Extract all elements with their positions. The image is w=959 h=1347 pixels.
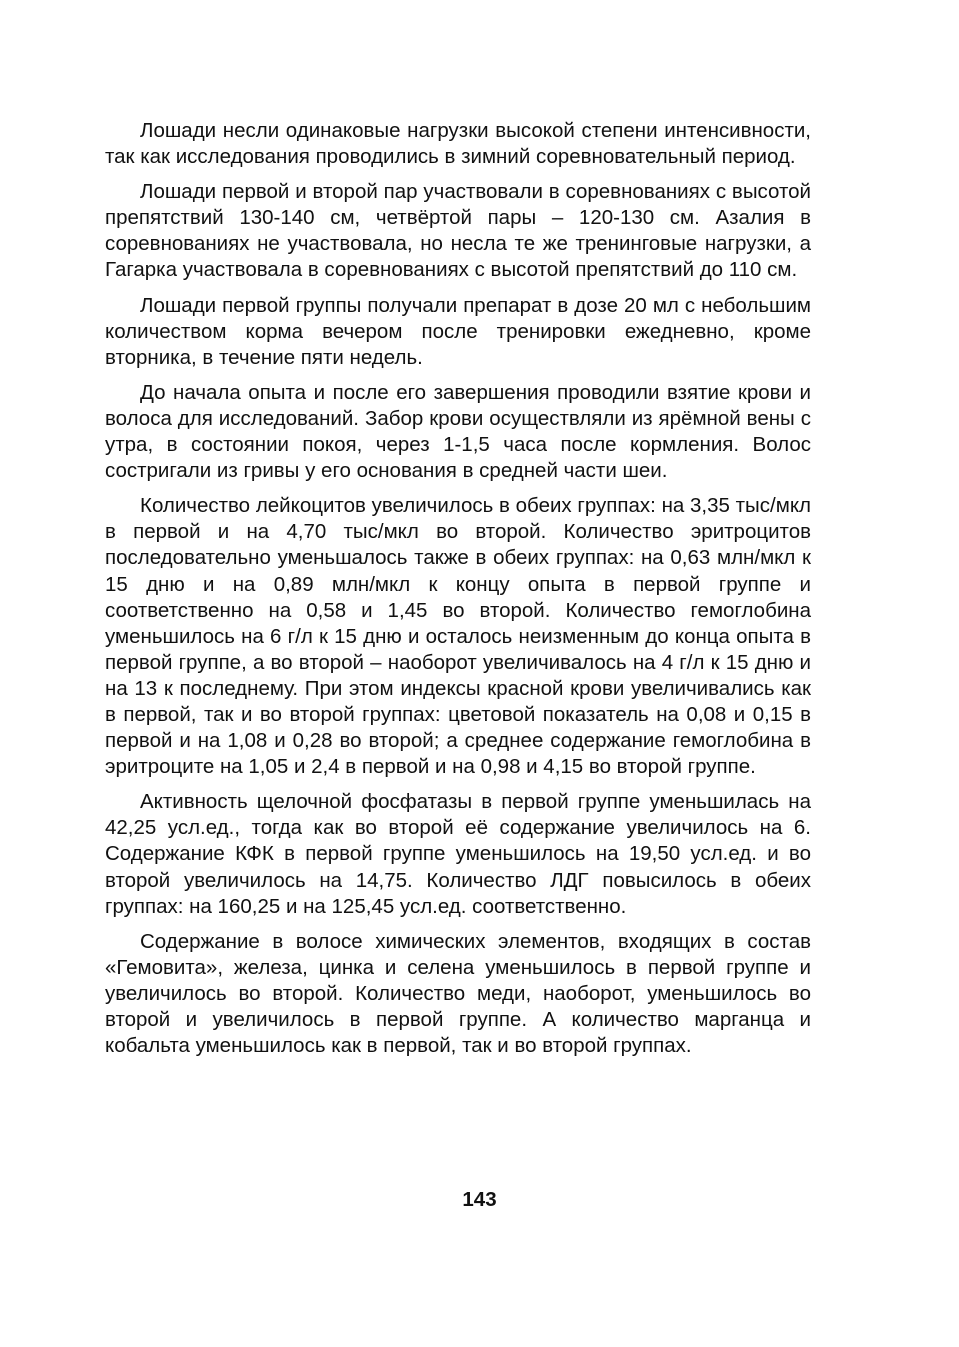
paragraph-blood-results: Количество лейкоцитов увеличилось в обеих группах: на 3,35 тыс/мкл в первой и на 4,70 тыс/мкл во второй. Количество эритроцитов последовательно уменьшалось также в обеих группах: на 0,63 млн/мкл к 15 дню и на 0,89 млн/мкл к концу опыта в первой группе и соответственно на 0,58 и 1,45 во второй. Количество гемоглобина уменьшилось на 6 г/л к 15 дню и осталось неизменным до конца опыта в первой группе, а во второй – наоборот увеличивалось на 4 г/л к 15 дню и на 13 к последнему. При этом индексы красной крови увеличивались как в первой, так и во второй группах: цветовой показатель на 0,08 и 0,15 в первой и на 1,08 и 0,28 во второй; а среднее содержание гемоглобина в эритроците на 1,05 и 2,4 в первой и на 0,98 и 4,15 во второй группе.	[105, 494, 811, 779]
paragraph-competitions: Лошади первой и второй пар участвовали в соревнованиях с высотой препятствий 130-140 см, четвёртой пары – 120-130 см. Азалия в соревнованиях не участвовала, но несла те же тренинговые нагрузки, а Гагарка участвовала в соревнованиях с высотой препятствий до 110 см.	[105, 180, 811, 282]
paragraph-dosage: Лошади первой группы получали препарат в дозе 20 мл с небольшим количеством корма вечером после тренировки ежедневно, кроме вторника, в течение пяти недель.	[105, 293, 811, 369]
page-body	[105, 118, 811, 1068]
paragraph-sampling: До начала опыта и после его завершения проводили взятие крови и волоса для исследований. Забор крови осуществляли из ярёмной вены с утра, в состоянии покоя, через 1-1,5 часа после кормления. Волос состригали из гривы у его основания в средней части шеи.	[105, 380, 811, 483]
page-number: 143	[462, 1188, 497, 1211]
paragraph-hair-elements: Содержание в волосе химических элементов, входящих в состав «Гемовита», железа, цинка и селена уменьшилось в первой группе и увеличилось во второй. Количество меди, наоборот, уменьшилось во второй и увеличилось в первой группе. А количество марганца и кобальта уменьшилось как в первой, так и во второй группах.	[105, 929, 811, 1058]
paragraph-enzymes: Активность щелочной фосфатазы в первой группе уменьшилась на 42,25 усл.ед., тогда как во второй её содержание увеличилось на 6. Содержание КФК в первой группе уменьшилось на 19,50 усл.ед. и во второй увеличилось на 14,75. Количество ЛДГ повысилось в обеих группах: на 160,25 и на 125,45 усл.ед. соответственно.	[105, 790, 811, 918]
paragraph-workload: Лошади несли одинаковые нагрузки высокой степени интенсивности, так как исследования проводились в зимний соревновательный период.	[105, 119, 811, 169]
